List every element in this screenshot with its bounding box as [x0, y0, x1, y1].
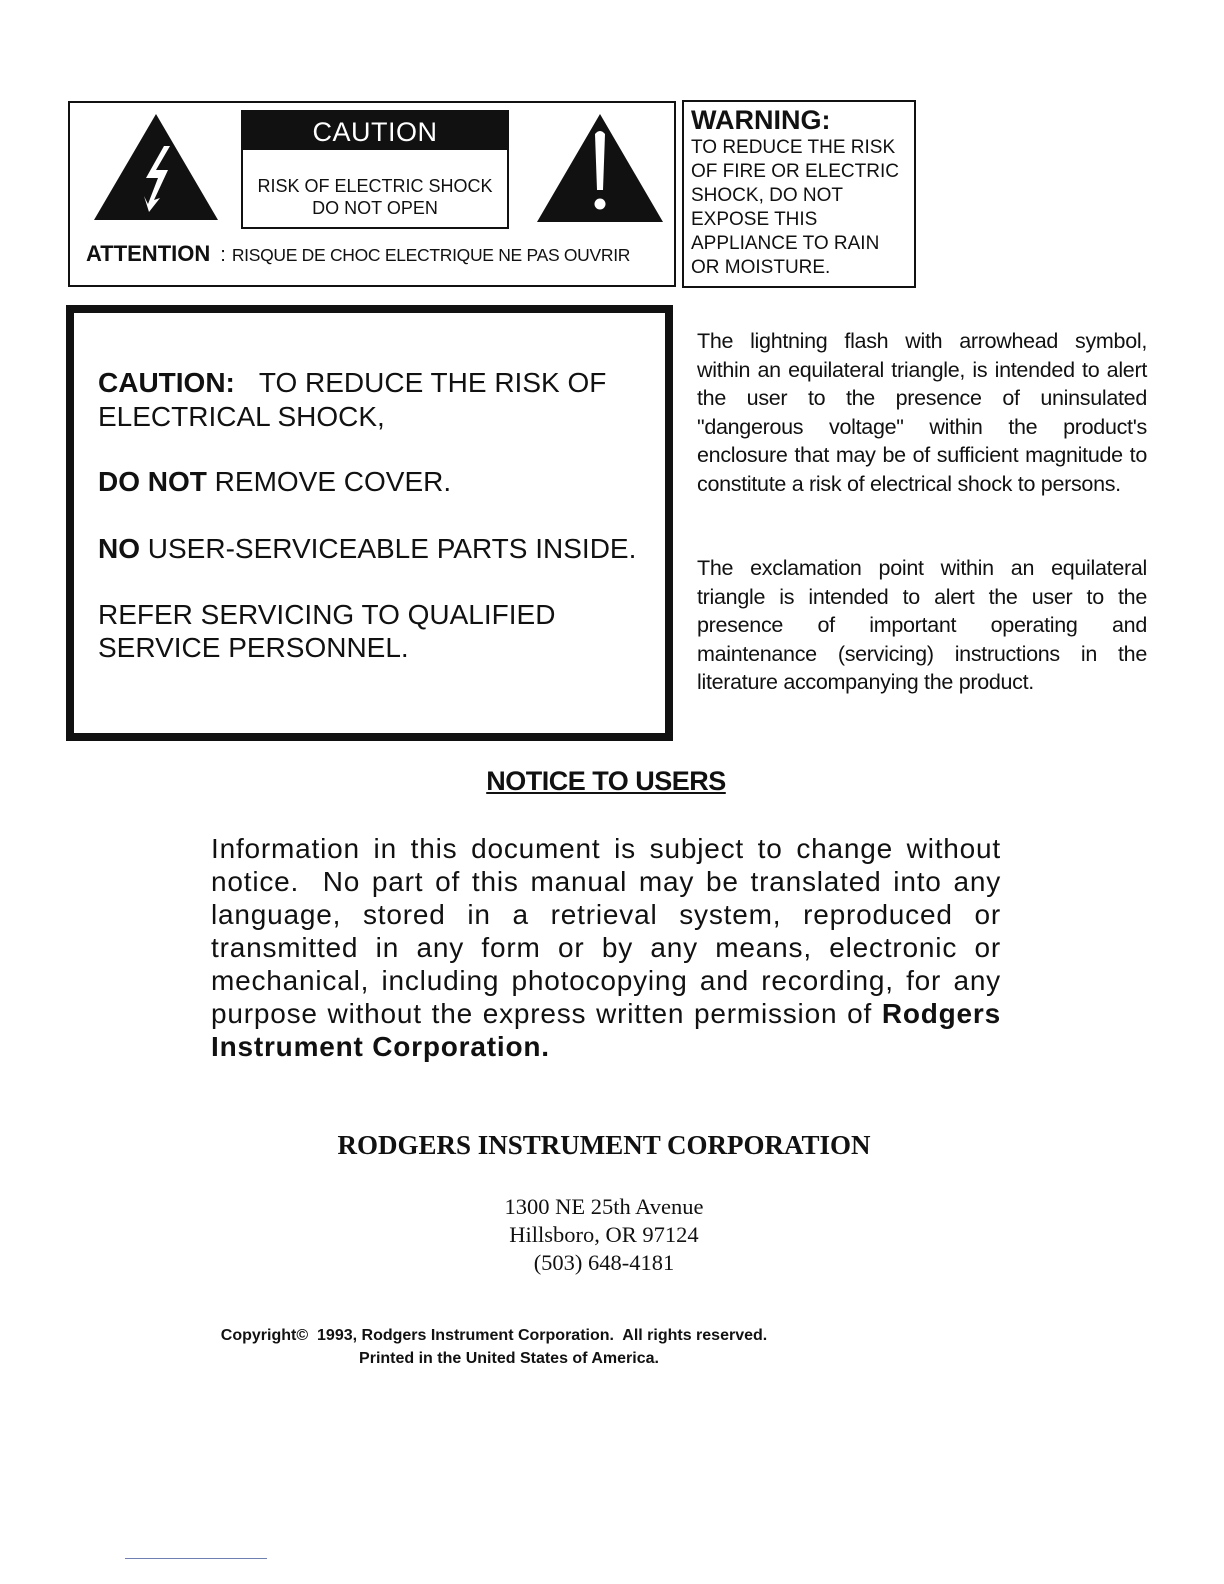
- notice-line-text: purpose without the express written permission of: [211, 998, 882, 1029]
- big-caution-line: [98, 367, 606, 399]
- warning-body: [691, 136, 911, 280]
- big-caution-line: REFER SERVICING TO QUALIFIED: [98, 599, 556, 630]
- company-address: 1300 NE 25th Avenue: [504, 1194, 704, 1219]
- company-name-bold: Instrument Corporation.: [211, 1031, 550, 1062]
- warning-title: WARNING:: [691, 105, 831, 135]
- warning-line: OR MOISTURE.: [691, 257, 831, 278]
- notice-line: transmitted in any form or by any means, electronic or: [211, 932, 1001, 963]
- footer-rule: [125, 1558, 267, 1559]
- warning-line: SHOCK, DO NOT: [691, 185, 844, 206]
- notice-line: Information in this document is subject to change without: [211, 833, 1001, 864]
- warning-line: TO REDUCE THE RISK: [691, 137, 896, 158]
- notice-body: [211, 832, 1001, 1063]
- attention-colon: :: [220, 244, 226, 266]
- caution-label-header: CAUTION: [243, 112, 507, 150]
- lightning-warning-icon: [92, 112, 220, 222]
- notice-line: [211, 997, 1001, 1030]
- big-caution-line: ELECTRICAL SHOCK,: [98, 401, 385, 432]
- exclamation-warning-icon: [535, 112, 665, 224]
- copyright-notice: Copyright© 1993, Rodgers Instrument Corporation. All rights reserved.: [220, 1327, 768, 1344]
- caution-label: [241, 110, 509, 229]
- caution-keyword: CAUTION:: [98, 367, 235, 398]
- notice-line: [211, 1030, 1001, 1063]
- attention-word: ATTENTION: [86, 241, 211, 266]
- warning-line: APPLIANCE TO RAIN: [691, 233, 880, 254]
- company-city: Hillsboro, OR 97124: [509, 1222, 699, 1247]
- company-name: RODGERS INSTRUMENT CORPORATION: [337, 1130, 871, 1160]
- notice-heading: NOTICE TO USERS: [486, 766, 726, 796]
- do-not-keyword: DO NOT: [98, 466, 207, 497]
- printed-notice: Printed in the United States of America.: [359, 1350, 659, 1367]
- exclamation-explanation: The exclamation point within an equilateral triangle is intended to alert the user to the presence of important operating and maintenance (servicing) instructions in the literature accompanying the product.: [697, 556, 1147, 694]
- big-caution-text: TO REDUCE THE RISK OF: [258, 367, 607, 398]
- notice-line: language, stored in a retrieval system, reproduced or: [211, 899, 1001, 930]
- no-keyword: NO: [98, 533, 140, 564]
- company-name-bold: Rodgers: [881, 998, 1001, 1029]
- company-phone: (503) 648-4181: [533, 1250, 675, 1275]
- notice-line: notice. No part of this manual may be translated into any: [211, 866, 1001, 897]
- big-caution-text: REMOVE COVER.: [206, 466, 452, 497]
- attention-text: RISQUE DE CHOC ELECTRIQUE NE PAS OUVRIR: [231, 245, 631, 265]
- big-caution-text: USER-SERVICEABLE PARTS INSIDE.: [140, 533, 637, 564]
- caution-label-line: RISK OF ELECTRIC SHOCK: [257, 176, 493, 196]
- big-caution-line: [98, 533, 636, 565]
- lightning-explanation: The lightning flash with arrowhead symbol, within an equilateral triangle, is intended to alert the user to the presence of uninsulated "dangerous voltage" within the product's enclosure that may be of sufficient magnitude to constitute a risk of electrical shock to persons.: [697, 329, 1147, 496]
- caution-label-line: DO NOT OPEN: [312, 198, 438, 218]
- big-caution-line: [98, 466, 451, 498]
- big-caution-box: [66, 305, 673, 741]
- warning-panel: [682, 100, 916, 288]
- warning-line: OF FIRE OR ELECTRIC: [691, 161, 899, 182]
- attention-row: [86, 241, 672, 267]
- notice-line: mechanical, including photocopying and recording, for any: [211, 965, 1001, 996]
- warning-line: EXPOSE THIS: [691, 209, 818, 230]
- big-caution-line: SERVICE PERSONNEL.: [98, 632, 409, 663]
